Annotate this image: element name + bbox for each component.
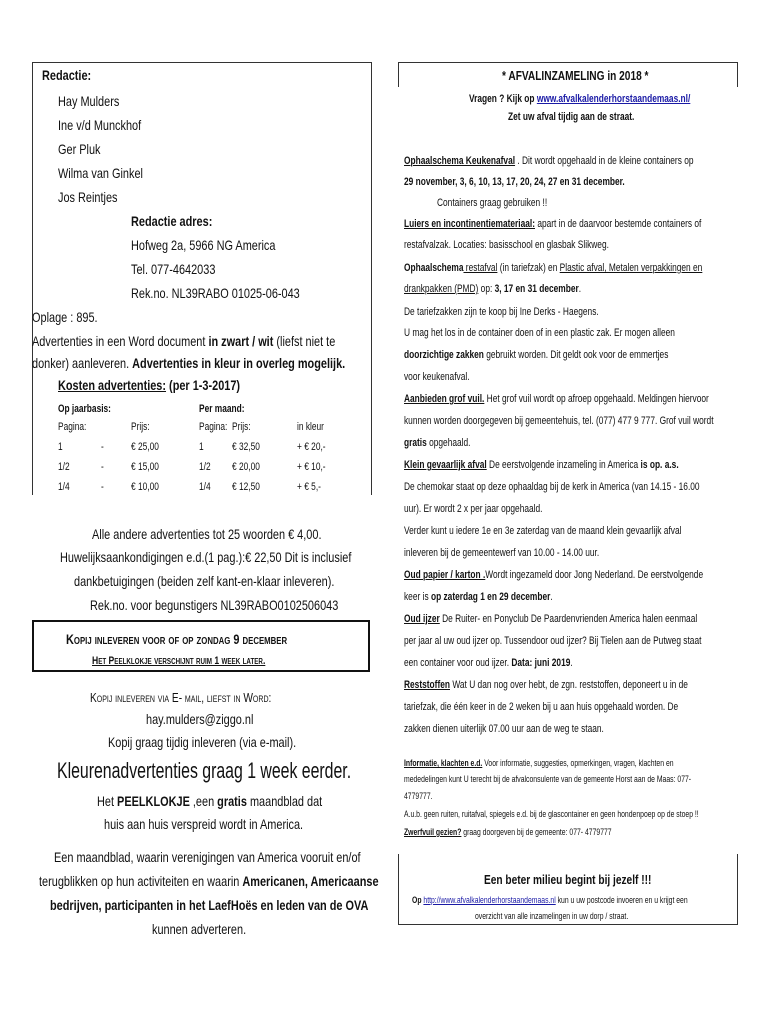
rest-line: tariefzak, die één keer in de 2 weken bij u aan huis opgehaald worden. De — [404, 701, 679, 713]
verder-line: inleveren bij de gemeentewerf van 10.00 - 14.00 uur. — [404, 547, 600, 559]
ophaal-line: Ophaalschema restafval (in tariefzak) en Plastic afval, Metalen verpakkingen en — [404, 262, 703, 274]
table-cell: 1/2 — [58, 461, 70, 473]
afval-title: * AFVALINZAMELING in 2018 * — [502, 68, 649, 83]
table-cell: € 15,00 — [131, 461, 159, 473]
table-cell: € 32,50 — [232, 441, 260, 453]
info-line: 4779777. — [404, 791, 433, 801]
chemo-line: uur). Er wordt 2 x per jaar opgehaald. — [404, 503, 543, 515]
table-header: Per maand: — [199, 403, 245, 415]
keukenafval-line: voor keukenafval. — [404, 371, 470, 383]
table-col-header: Pagina: — [199, 421, 228, 433]
adres-line: Tel. 077-4642033 — [131, 261, 216, 277]
postcode-line: Op http://www.afvalkalenderhorstaandemaas.nl kun u uw postcode invoeren en u krijgt een — [412, 895, 688, 905]
peelklokje-line: huis aan huis verspreid wordt in America. — [104, 816, 304, 832]
tarief-line: De tariefzakken zijn te koop bij Ine Derks - Haegens. — [404, 306, 599, 318]
advertenties-line: donker) aanleveren. Advertenties in kleur in overleg mogelijk. — [32, 355, 346, 371]
table-cell: 1/4 — [199, 481, 211, 493]
luiers-line: Luiers en incontinentiemateriaal: apart in de daarvoor bestemde containers of — [404, 218, 702, 230]
klein-line: Klein gevaarlijk afval De eerstvolgende inzameling in America is op. a.s. — [404, 459, 679, 471]
adres-line: Rek.no. NL39RABO 01025-06-043 — [131, 285, 300, 301]
table-header: Op jaarbasis: — [58, 403, 111, 415]
redactie-member: Ger Pluk — [58, 141, 101, 157]
papier-line: keer is op zaterdag 1 en 29 december. — [404, 591, 553, 603]
table-col-header: Prijs: — [131, 421, 150, 433]
kleuren-notice: Kleurenadvertenties graag 1 week eerder. — [57, 758, 352, 783]
containers-line: Containers graag gebruiken !! — [437, 197, 548, 209]
chemo-line: De chemokar staat op deze ophaaldag bij de kerk in America (van 14.15 - 16.00 — [404, 481, 700, 493]
table-cell: € 25,00 — [131, 441, 159, 453]
table-col-header: Pagina: — [58, 421, 87, 433]
afvalkalender-link[interactable]: www.afvalkalenderhorstaandemaas.nl/ — [536, 93, 691, 105]
table-cell: + € 5,- — [297, 481, 321, 493]
adres-heading: Redactie adres: — [131, 213, 213, 229]
table-cell: + € 10,- — [297, 461, 326, 473]
table-cell: - — [101, 441, 104, 453]
ophaal-line: drankpakken (PMD) op: 3, 17 en 31 december. — [404, 283, 582, 295]
table-cell: + € 20,- — [297, 441, 326, 453]
maandblad-line: terugblikken op hun activiteiten en waarin Americanen, Americaanse — [39, 873, 379, 889]
keuken-dates: 29 november, 3, 6, 10, 13, 17, 20, 24, 27 en 31 december. — [404, 176, 625, 188]
table-cell: 1/4 — [58, 481, 70, 493]
kopij-tijdig: Kopij graag tijdig inleveren (via e-mail). — [108, 734, 297, 750]
ijzer-line: Oud ijzer De Ruiter- en Ponyclub De Paardenvrienden America halen eenmaal — [404, 613, 698, 625]
zwerf-line: Zwerfvuil gezien? graag doorgeven bij de gemeente: 077- 4779777 — [404, 827, 612, 837]
peelklokje-line: Het PEELKLOKJE ,een gratis maandblad dat — [97, 793, 323, 809]
kopij-via: Kopij inleveren via E- mail, liefst in Word: — [90, 690, 272, 705]
redactie-member: Ine v/d Munckhof — [58, 117, 142, 133]
verder-line: Verder kunt u iedere 1e en 3e zaterdag van de maand klein gevaarlijk afval — [404, 525, 682, 537]
rest-line: Reststoffen Wat U dan nog over hebt, de zgn. reststoffen, deponeert u in de — [404, 679, 688, 691]
table-cell: - — [101, 481, 104, 493]
table-cell: € 12,50 — [232, 481, 260, 493]
table-cell: € 20,00 — [232, 461, 260, 473]
zet-line: Zet uw afval tijdig aan de straat. — [508, 111, 635, 123]
luiers-line: restafvalzak. Locaties: basisschool en glasbak Slikweg. — [404, 239, 609, 251]
table-cell: - — [101, 461, 104, 473]
ijzer-line: per jaar al uw oud ijzer op. Tussendoor oud ijzer? Bij Tielen aan de Putweg staat — [404, 635, 702, 647]
redactie-member: Hay Mulders — [58, 93, 120, 109]
table-cell: 1 — [58, 441, 63, 453]
email-link[interactable]: hay.mulders@ziggo.nl — [146, 711, 254, 727]
maandblad-line: Een maandblad, waarin verenigingen van America vooruit en/of — [54, 849, 361, 865]
andere-line: Huwelijksaankondigingen e.d.(1 pag.):€ 22,50 Dit is inclusief — [60, 549, 352, 565]
andere-line: dankbetuigingen (beiden zelf kant-en-klaar inleveren). — [74, 573, 335, 589]
doorzichtig-line: doorzichtige zakken gebruikt worden. Dit geldt ook voor de emmertjes — [404, 349, 669, 361]
postcode-line: overzicht van alle inzamelingen in uw dorp / straat. — [475, 911, 629, 921]
postcode-link[interactable]: http://www.afvalkalenderhorstaandemaas.nl — [423, 895, 556, 905]
ijzer-line: een container voor oud ijzer. Data: juni 2019. — [404, 657, 573, 669]
table-col-header: Prijs: — [232, 421, 251, 433]
redactie-heading: Redactie: — [42, 67, 92, 83]
grof-line: gratis opgehaald. — [404, 437, 471, 449]
table-cell: € 10,00 — [131, 481, 159, 493]
adres-line: Hofweg 2a, 5966 NG America — [131, 237, 276, 253]
verschijning: Het Peelklokje verschijnt ruim 1 week later. — [92, 655, 266, 667]
rest-line: zakken dienen uiterlijk 07.00 uur aan de weg te staan. — [404, 723, 604, 735]
table-cell: 1 — [199, 441, 204, 453]
redactie-member: Jos Reintjes — [58, 189, 118, 205]
advertenties-line: Advertenties in een Word document in zwart / wit (liefst niet te — [32, 333, 336, 349]
umag-line: U mag het los in de container doen of in een plastic zak. Er mogen alleen — [404, 327, 675, 339]
vragen-line: Vragen ? Kijk op www.afvalkalenderhorstaandemaas.nl/ — [469, 93, 691, 105]
kosten-heading: Kosten advertenties: (per 1-3-2017) — [58, 377, 241, 393]
andere-line: Alle andere advertenties tot 25 woorden € 4,00. — [92, 526, 322, 542]
info-line: mededelingen kunt U terecht bij de afvalconsulente van de gemeente Horst aan de Maas: 077- — [404, 774, 692, 784]
info-line: Informatie, klachten e.d. Voor informatie, suggesties, opmerkingen, vragen, klachten en — [404, 758, 674, 768]
aub-line: A.u.b. geen ruiten, ruitafval, spiegels e.d. bij de glascontainer en geen hondenpoep op de stoep !! — [404, 809, 699, 819]
grof-line: kunnen worden doorgegeven bij gemeentehuis, tel. (077) 477 9 777. Grof vuil wordt — [404, 415, 714, 427]
redactie-member: Wilma van Ginkel — [58, 165, 143, 181]
milieu-slogan: Een beter milieu begint bij jezelf !!! — [484, 872, 652, 887]
kopij-deadline: Kopij inleveren voor of op zondag 9 december — [66, 631, 288, 647]
papier-line: Oud papier / karton .Wordt ingezameld door Jong Nederland. De eerstvolgende — [404, 569, 704, 581]
maandblad-line: bedrijven, participanten in het LaefHoës en leden van de OVA — [50, 897, 369, 913]
maandblad-line: kunnen adverteren. — [152, 921, 247, 937]
keuken-line: Ophaalschema Keukenafval . Dit wordt opgehaald in de kleine containers op — [404, 155, 694, 167]
grof-line: Aanbieden grof vuil. Het grof vuil wordt op afroep opgehaald. Meldingen hiervoor — [404, 393, 709, 405]
table-col-header: in kleur — [297, 421, 324, 433]
oplage: Oplage : 895. — [32, 309, 98, 325]
andere-line: Rek.no. voor begunstigers NL39RABO0102506043 — [90, 597, 339, 613]
table-cell: 1/2 — [199, 461, 211, 473]
